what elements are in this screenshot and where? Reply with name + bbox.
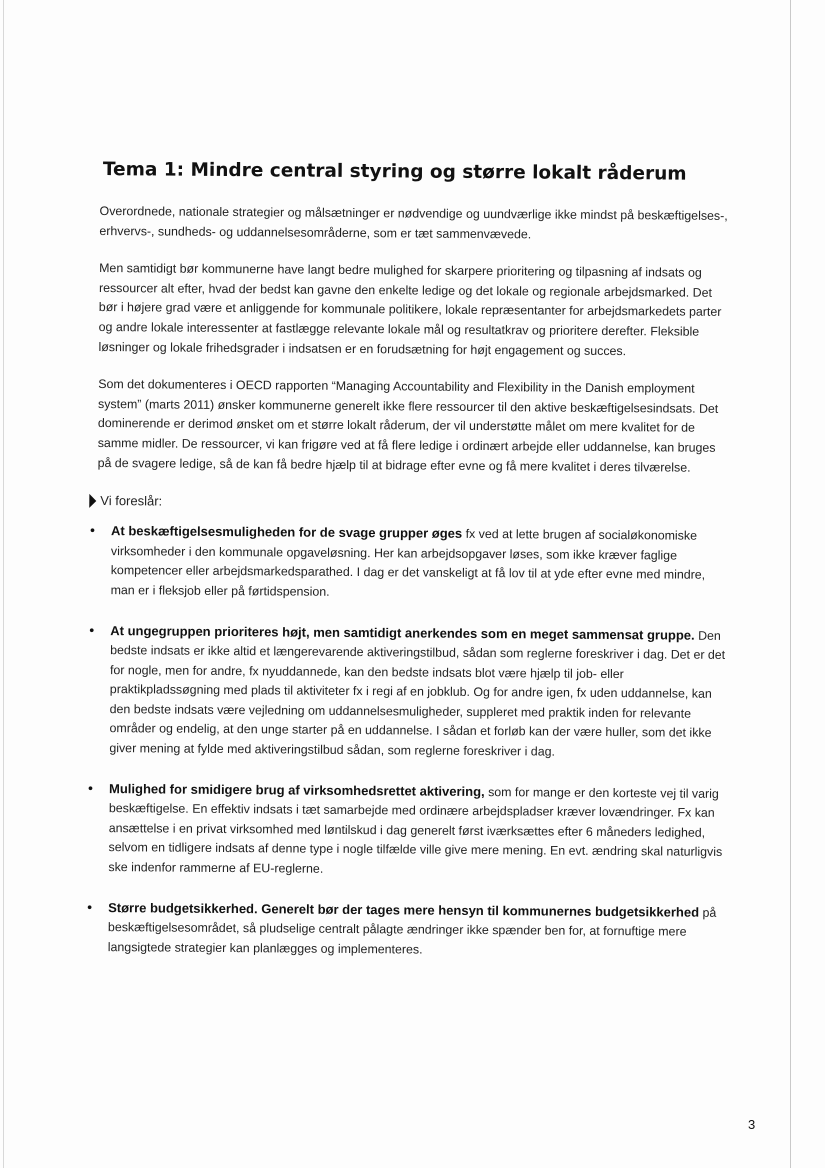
scan-edge-left xyxy=(3,0,4,1168)
bullet-lead: At beskæftigelsesmuligheden for de svage grupper øges xyxy=(111,523,463,541)
proposal-list xyxy=(87,521,727,962)
bullet-text: på beskæftigelsesområdet, så pludselige centralt pålagte ændringer ikke spænder ben for, at fornuftige mere langsigtede strategier kan planlægges og implementeres. xyxy=(107,905,717,957)
bullet-lead: At ungegruppen prioriteres højt, men samtidigt anerkendes som en meget sammensat gruppe. xyxy=(110,622,695,643)
list-item xyxy=(90,521,728,605)
arrow-right-icon xyxy=(89,494,96,508)
paragraph-3: Som det dokumenteres i OECD rapporten “Managing Accountability and Flexibility in the Danish employment system” (marts 2011) ønsker kommunerne generelt ikke flere ressourcer til den aktive beskæftigelsesindsats. Det dominerende er derimod ønsket om et større lokalt råderum, der vil understøtte målet om mere kvalitet for de samme midler. De ressourcer, vi kan frigøre ved at få flere ledige i ordinært arbejde eller uddannelse, kan bruges på de svagere ledige, så de kan få bedre hjælp til at bidrage efter evne og få mere kvalitet i deres tilværelse. xyxy=(97,377,719,475)
bullet-lead: Større budgetsikkerhed. Generelt bør der tages mere hensyn til kommunernes budgetsikkerhed xyxy=(108,899,700,920)
paragraph-2: Men samtidigt bør kommunerne have langt bedre mulighed for skarpere prioritering og tilpasning af indsats og ressourcer alt efter, hvad der bedst kan gavne den enkelte ledige og det lokale og regionale arbejdsmarked. Det bør i højere grad være et anliggende for kommunale politikere, lokale repræsentanter for arbejdsmarkedets parter og andre lokale interessenter at fastlægge relevante lokale mål og resultatkrav og prioritere derefter. Fleksible løsninger og lokale frihedsgrader i indsatsen er en forudsætning for højt engagement og succes. xyxy=(98,261,722,358)
proposal-heading: Vi foreslår: xyxy=(100,493,163,509)
page-number: 3 xyxy=(748,1117,756,1132)
bullet-icon: • xyxy=(87,779,94,796)
list-item xyxy=(87,779,725,883)
bullet-text: Den bedste indsats er ikke altid et længerevarende aktiveringstilbud, sådan som reglerne foreskriver i dag. Det er det for nogle, men for andre, fx nyuddannede, kan den bedste indsats blot være hjælp til job- eller praktikpladssøgning med plads til aktiviteter fx i regi af en jobklub. Og for andre igen, fx uden uddannelse, kan den bedste indsats være vejledning om uddannelsesmuligheder, suppleret med praktik inden for relevante områder og endelig, at den unge starter på en uddannelse. I sådan et forløb kan der være huller, som det ikke giver mening at fylde med aktiveringstilbud sådan, som reglerne foreskriver i dag. xyxy=(109,628,726,759)
bullet-text: som for mange er den korteste vej til varig beskæftigelse. En effektiv indsats i tæt samarbejde med ordinære arbejdspladser kræver lovændringer. Fx kan ansættelse i en privat virksomhed med løntilskud i dag generelt først iværksættes efter 6 måneders ledighed, selvom en tidligere indsats af denne type i nogle tilfælde ville give mere mening. En evt. ændring skal naturligvis ske indenfor rammerne af EU-reglerne. xyxy=(108,784,723,876)
list-item xyxy=(89,620,726,763)
bullet-icon: • xyxy=(89,621,95,638)
bullet-lead: Mulighed for smidigere brug af virksomhedsrettet aktivering, xyxy=(108,780,485,799)
list-item xyxy=(87,898,724,963)
scan-edge-right xyxy=(790,0,791,1168)
document-body xyxy=(87,158,730,982)
bullet-icon: • xyxy=(87,898,93,915)
section-title: Tema 1: Mindre central styring og større lokalt råderum xyxy=(102,159,687,185)
proposal-heading-row xyxy=(89,491,727,516)
paragraph-1: Overordnede, nationale strategier og målsætninger er nødvendige og uundværlige ikke mindst på beskæftigelses-, erhvervs-, sundheds- og uddannelsesområderne, som er tæt sammenvævede. xyxy=(99,203,728,241)
bullet-icon: • xyxy=(90,522,96,539)
bullet-text: fx ved at lette brugen af socialøkonomiske virksomheder i den kommunale opgaveløsning. Her kan arbejdsopgaver løses, som ikke kræver faglige kompetencer eller arbejdsmarkedsparathed. I dag er det vanskeligt at få lov til at yde efter evne med mindre, man er i fleksjob eller på førtidspension. xyxy=(110,526,706,599)
